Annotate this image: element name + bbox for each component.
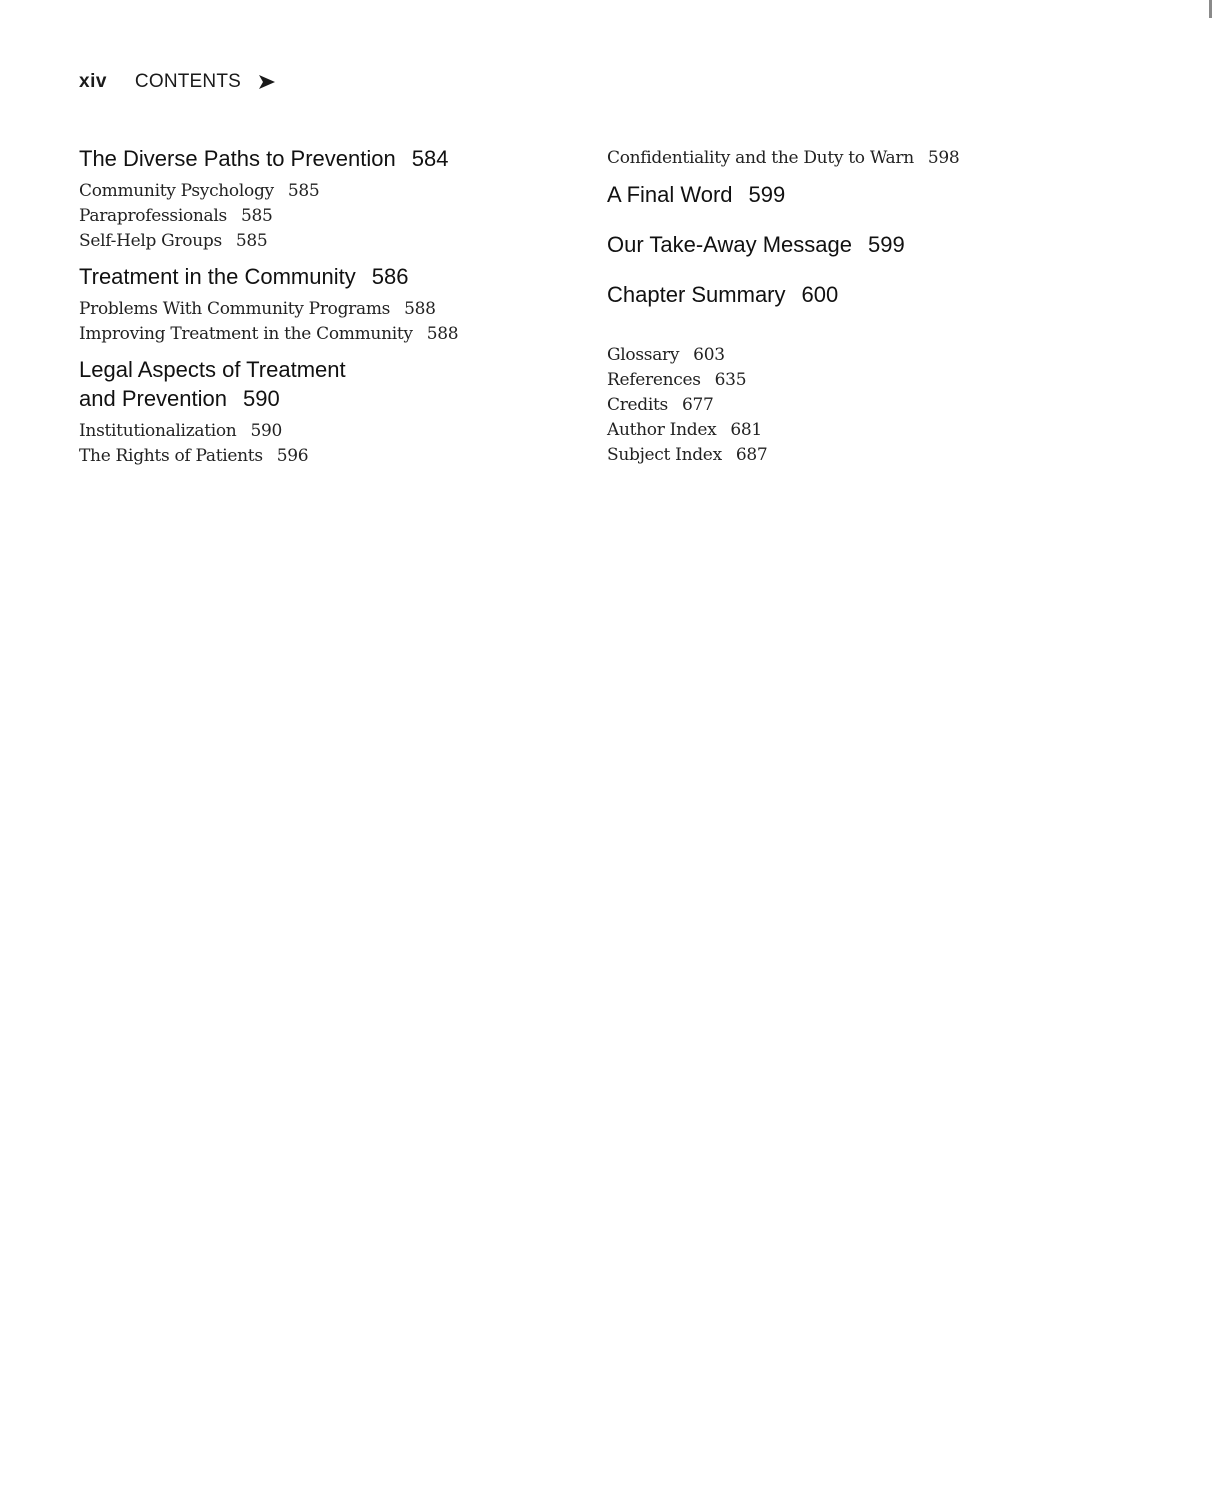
toc-subsection-title: Community Psychology: [79, 181, 274, 201]
toc-subsection-title: Confidentiality and the Duty to Warn: [607, 148, 914, 168]
toc-page-number: 590: [250, 421, 283, 441]
back-matter-list: [607, 343, 1077, 468]
toc-subsection-title: Paraprofessionals: [79, 206, 227, 226]
toc-subsection[interactable]: [79, 444, 549, 469]
toc-left-column: [79, 144, 549, 469]
toc-page-number: 635: [714, 370, 747, 390]
toc-page-number: 588: [426, 324, 459, 344]
toc-subsection-title: Problems With Community Programs: [79, 299, 391, 319]
toc-subsection[interactable]: [79, 322, 549, 347]
toc-page-number: 585: [287, 181, 320, 201]
toc-page-number: 590: [243, 386, 280, 411]
back-matter-item[interactable]: [607, 418, 1077, 443]
toc-page-number: 681: [730, 420, 762, 440]
page-number: xiv: [79, 71, 107, 92]
back-matter-item[interactable]: [607, 368, 1077, 393]
toc-page-number: 588: [404, 299, 436, 319]
toc-section-title: A Final Word: [607, 182, 733, 207]
arrow-right-icon: [259, 75, 275, 89]
toc-page-number: 596: [276, 446, 309, 466]
toc-section-heading[interactable]: [79, 144, 549, 173]
toc-subsection[interactable]: [79, 204, 549, 229]
toc-page-number: 677: [681, 395, 714, 415]
toc-subsection-list: [79, 419, 549, 469]
back-matter-item[interactable]: [607, 443, 1077, 468]
toc-section-title-line1: Legal Aspects of Treatment: [79, 357, 346, 382]
toc-page-number: 599: [867, 232, 905, 257]
toc-subsection-list: [79, 297, 549, 347]
toc-page-number: 599: [748, 182, 786, 207]
toc-page-number: 687: [735, 445, 768, 465]
back-matter-title: Author Index: [607, 420, 717, 440]
running-title: CONTENTS: [134, 71, 242, 92]
toc-subsection-list: [79, 179, 549, 254]
toc-section-title-line2: and Prevention: [79, 386, 227, 411]
toc-section-heading[interactable]: [79, 262, 549, 291]
toc-subsection-title: The Rights of Patients: [79, 446, 263, 466]
toc-page-number: 586: [371, 264, 409, 289]
toc-subsection-title: Improving Treatment in the Community: [79, 324, 413, 344]
toc-section-heading[interactable]: [79, 355, 549, 413]
back-matter-item[interactable]: [607, 393, 1077, 418]
toc-subsection-title: Self-Help Groups: [79, 231, 222, 251]
back-matter-title: References: [607, 370, 701, 390]
toc-section-heading[interactable]: [607, 280, 1077, 309]
back-matter-title: Glossary: [607, 345, 680, 365]
running-head: [79, 68, 275, 96]
toc-page-number: 600: [801, 282, 839, 307]
toc-section-title: Treatment in the Community: [79, 264, 356, 289]
toc-subsection[interactable]: [79, 297, 549, 322]
toc-section-heading[interactable]: [607, 180, 1077, 209]
back-matter-title: Subject Index: [607, 445, 722, 465]
page-edge-mark: [1209, 0, 1212, 18]
toc-right-column: [607, 144, 1077, 468]
toc-page-number: 598: [927, 148, 960, 168]
toc-subsection-title: Institutionalization: [79, 421, 237, 441]
toc-subsection[interactable]: [607, 144, 1077, 173]
toc-subsection[interactable]: [79, 229, 549, 254]
toc-page-number: 585: [240, 206, 273, 226]
toc-page-number: 584: [411, 146, 449, 171]
back-matter-item[interactable]: [607, 343, 1077, 368]
toc-page-number: 585: [235, 231, 268, 251]
toc-subsection[interactable]: [79, 179, 549, 204]
back-matter-title: Credits: [607, 395, 668, 415]
toc-section-title: Our Take-Away Message: [607, 232, 852, 257]
toc-section-title: Chapter Summary: [607, 282, 786, 307]
toc-subsection[interactable]: [79, 419, 549, 444]
toc-section-title: The Diverse Paths to Prevention: [79, 146, 396, 171]
toc-page-number: 603: [693, 345, 725, 365]
toc-section-heading[interactable]: [607, 230, 1077, 259]
